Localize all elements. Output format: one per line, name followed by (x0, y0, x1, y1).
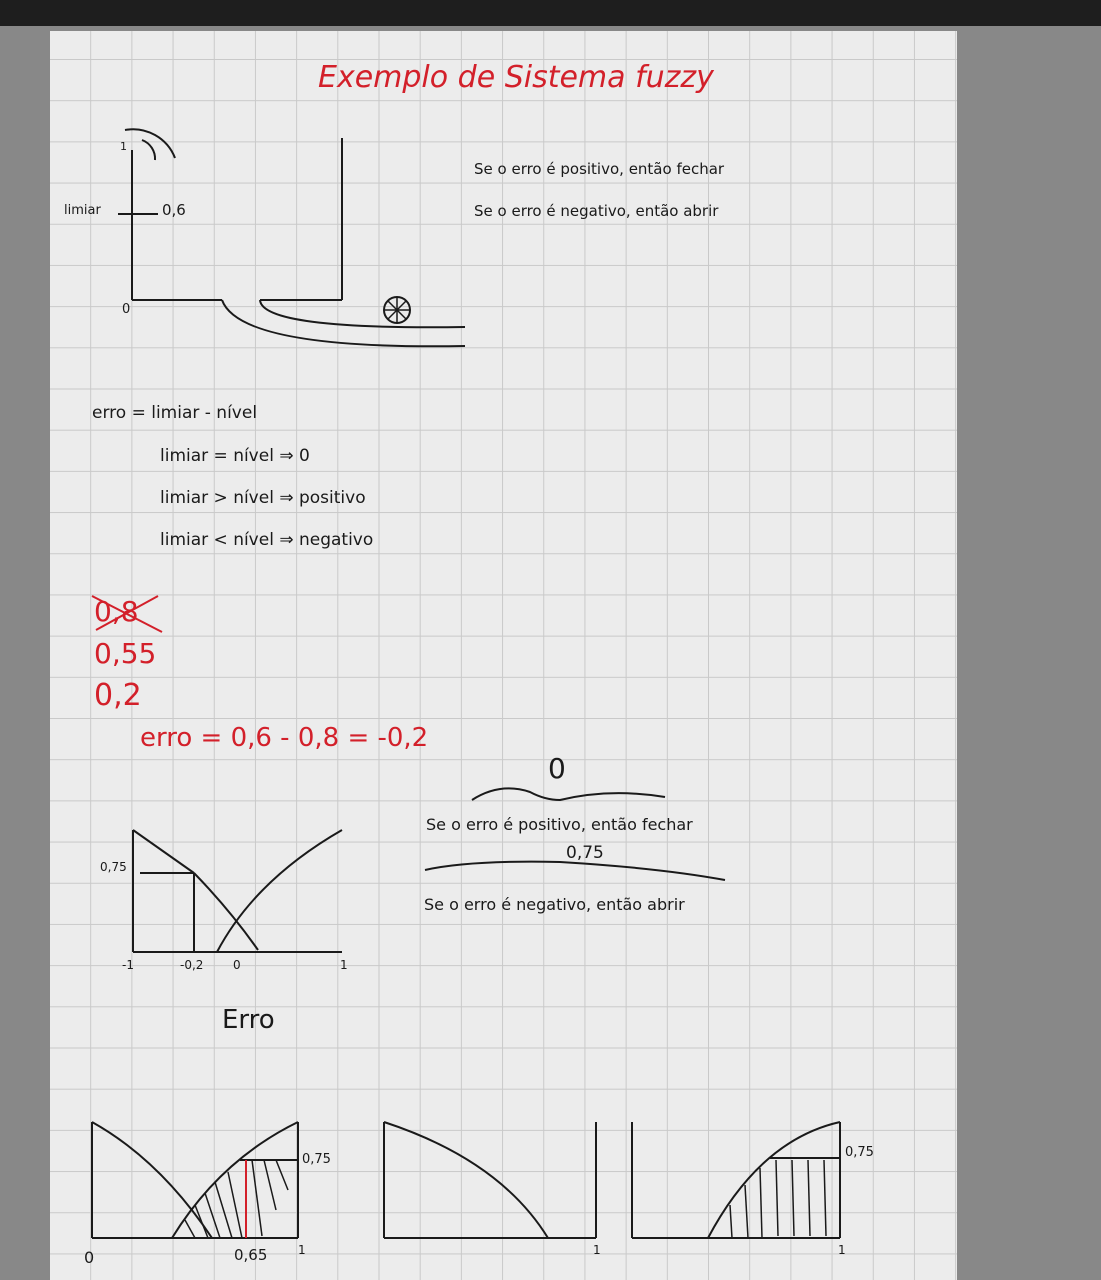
erro-x-neg02: -0,2 (180, 958, 204, 972)
tank-diagram (118, 129, 465, 346)
rule-positive: Se o erro é positivo, então fechar (474, 160, 725, 178)
annot-075: 0,75 (566, 843, 604, 863)
bottom-left-065: 0,65 (234, 1246, 268, 1264)
brace-bottom (425, 862, 725, 880)
tick-0: 0 (122, 302, 131, 317)
tick-1: 1 (120, 140, 127, 153)
bottom-right-075: 0,75 (845, 1145, 874, 1160)
eq-greater: limiar > nível ⇒ positivo (160, 488, 366, 508)
annot-rule-negative: Se o erro é negativo, então abrir (424, 895, 685, 914)
bottom-left-origin: 0 (84, 1248, 95, 1267)
bottom-left-graph (92, 1122, 298, 1238)
pipe-inner (260, 300, 465, 327)
erro-y-075: 0,75 (100, 860, 127, 874)
bottom-right-1: 1 (838, 1243, 846, 1257)
tick-06: 0,6 (162, 201, 186, 219)
eq-equal: limiar = nível ⇒ 0 (160, 446, 310, 466)
bottom-middle-graph (384, 1122, 596, 1238)
brace-top (472, 788, 665, 800)
bottom-left-075: 0,75 (302, 1152, 331, 1167)
label-limiar: limiar (64, 203, 101, 218)
value-02: 0,2 (94, 678, 142, 713)
erro-membership-graph (133, 830, 342, 952)
erro-x-1: 1 (340, 958, 348, 972)
annot-rule-positive: Se o erro é positivo, então fechar (426, 815, 693, 834)
eq-less: limiar < nível ⇒ negativo (160, 530, 374, 550)
erro-calculation (140, 723, 428, 753)
eq-definition: erro = limiar - nível (92, 403, 258, 423)
value-crossed: 0,8 (94, 595, 139, 628)
annot-zero: 0 (548, 752, 566, 785)
erro-x-neg1: -1 (122, 958, 134, 972)
erro-x-0: 0 (233, 958, 241, 972)
pipe-outer (222, 300, 465, 346)
bottom-right-graph (632, 1122, 840, 1238)
bottom-mid-1: 1 (593, 1243, 601, 1257)
value-055: 0,55 (94, 637, 157, 670)
page-title: Exemplo de Sistema fuzzy (318, 60, 714, 95)
erro-caption: Erro (222, 1005, 275, 1035)
rule-negative: Se o erro é negativo, então abrir (474, 202, 719, 220)
erro-calc-text: erro = 0,6 - 0,8 = -0,2 (140, 723, 429, 753)
bottom-left-1: 1 (298, 1243, 306, 1257)
